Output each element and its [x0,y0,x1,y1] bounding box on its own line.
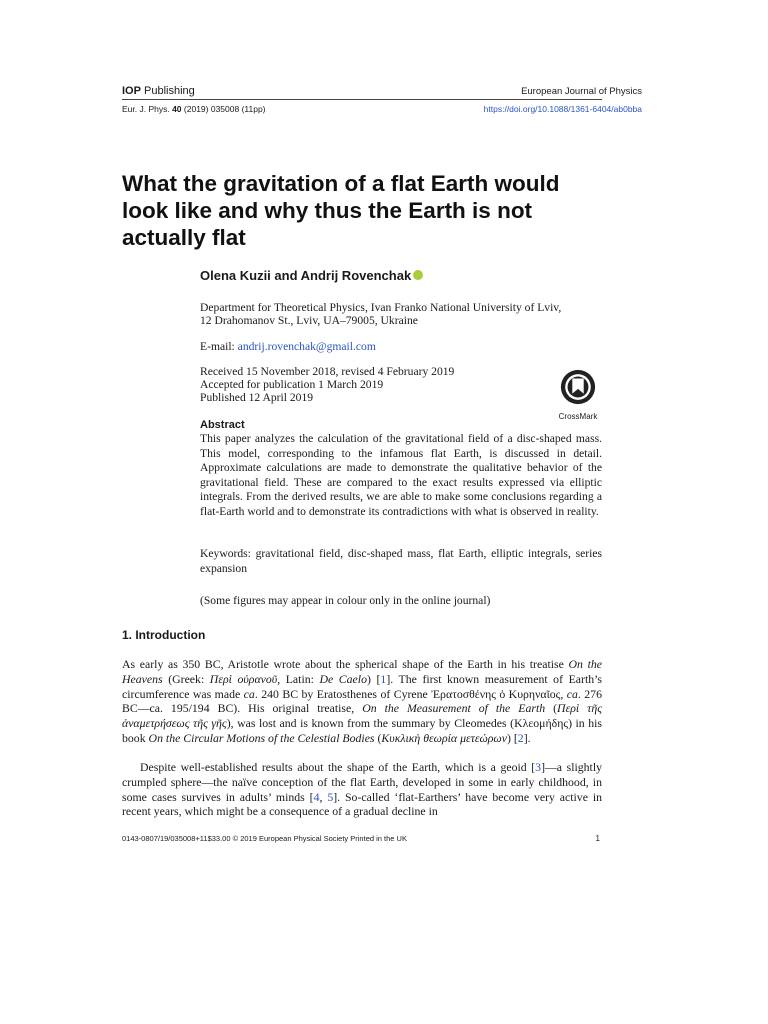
paragraph-1: As early as 350 BC, Aristotle wrote about the spherical shape of the Earth in his treatise On the Heavens (Greek: Περὶ οὐρανοῦ, Latin: De Caelo) [1]. The first known measurement of Earth’s circumference was made ca. 240 BC by Eratosthenes of Cyrene Ἐρατοσθένης ὁ Κυρηναῖος, ca. 276 BC—ca. 195/194 BC). His original treatise, On the Measurement of the Earth (Περὶ τῆς ἀναμετρήσεως τῆς γῆς), was lost and is known from the summary by Cleomedes (Κλεομήδης) in his book On the Circular Motions of the Celestial Bodies (Κυκλικὴ θεωρία μετεώρων) [2]. [122,657,603,745]
affiliation: Department for Theoretical Physics, Ivan Franko National University of Lviv, 12 Drahomanov St., Lviv, UA–79005, Ukraine [200,301,562,327]
email-line: E-mail: andrij.rovenchak@gmail.com [200,340,376,353]
journal-name: European Journal of Physics [521,86,642,97]
page-number: 1 [595,834,600,843]
section-heading: 1. Introduction [122,628,206,642]
abstract-text: This paper analyzes the calculation of the gravitational field of a disc-shaped mass. This model, corresponding to the infamous flat Earth, is discussed in detail. Approximate calculations are made to demonstrate the qualitative behavior of the gravitational field. These are compared to the exact results expressed via elliptic integrals. From the derived results, we are able to make some conclusions regarding a flat-Earth world and to demonstrate its contradictions with what is observed in reality. [200,432,602,518]
keywords: Keywords: gravitational field, disc-shaped mass, flat Earth, elliptic integrals, series expansion [200,547,602,575]
reference-link[interactable]: 4 [313,789,320,804]
reference-link[interactable]: 1 [380,671,387,686]
email-link[interactable]: andrij.rovenchak@gmail.com [237,340,376,353]
paragraph-2: Despite well-established results about the shape of the Earth, which is a geoid [3]—a slightly crumpled sphere—the naïve conception of the flat Earth, developed in some in early childhood, in some cases survives in adults’ minds [4, 5]. So-called ‘flat-Earthers’ have become very active in recent years, which might be a consequence of a gradual decline in [122,760,603,819]
reference-link[interactable]: 5 [327,789,334,804]
author-list: Olena Kuzii and Andrij Rovenchak [200,268,423,283]
reference-link[interactable]: 2 [517,730,524,745]
publisher-logo: IOP Publishing [122,85,195,97]
doi-link[interactable]: https://doi.org/10.1088/1361-6404/ab0bba [483,104,642,114]
orcid-icon[interactable] [413,270,423,280]
reference-link[interactable]: 3 [535,760,542,774]
dates: Received 15 November 2018, revised 4 February 2019 Accepted for publication 1 March 2019 Published 12 April 2019 [200,365,455,404]
crossmark-badge[interactable]: CrossMark [552,368,604,421]
abstract-heading: Abstract [200,419,245,431]
paper-title: What the gravitation of a flat Earth would look like and why thus the Earth is not actually flat [122,171,560,250]
crossmark-icon [559,368,597,406]
colour-note: (Some figures may appear in colour only in the online journal) [200,594,491,607]
header-rule [122,99,602,100]
citation: Eur. J. Phys. 40 (2019) 035008 (11pp) [122,104,266,114]
footer-copyright: 0143-0807/19/035008+11$33.00 © 2019 European Physical Society Printed in the UK [122,834,407,843]
